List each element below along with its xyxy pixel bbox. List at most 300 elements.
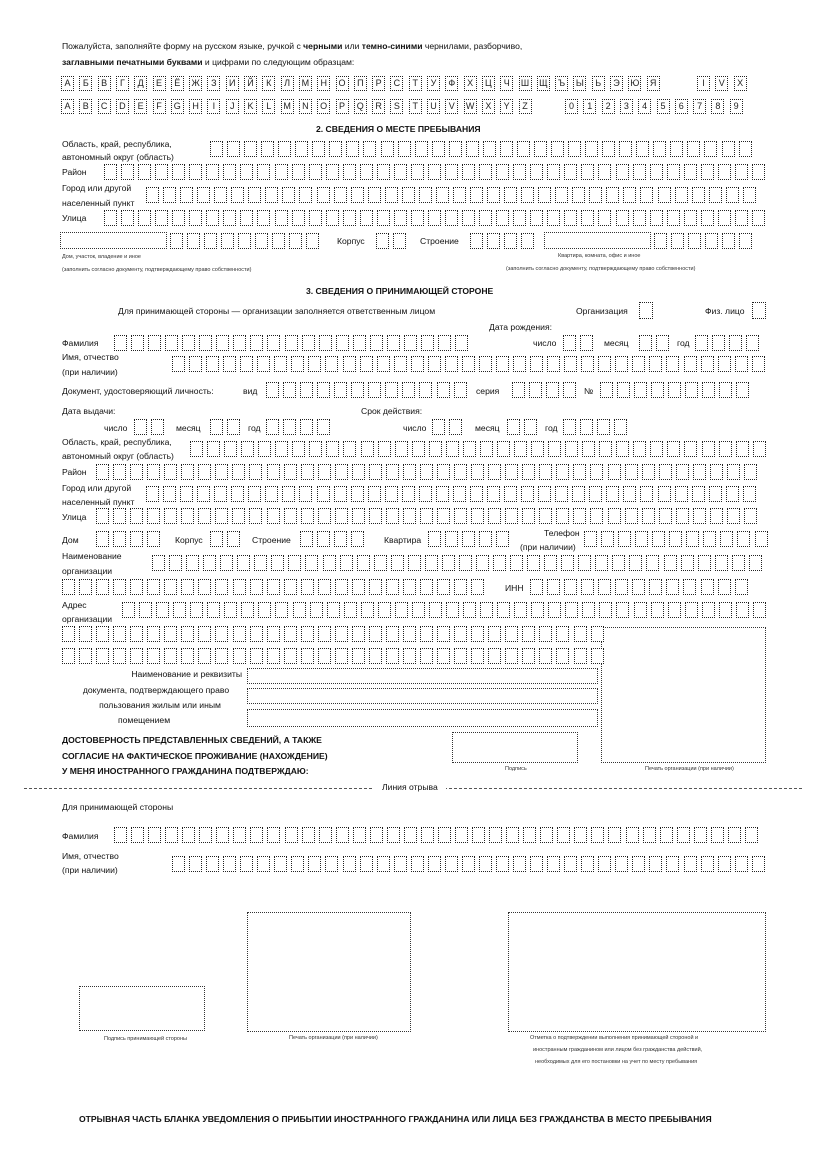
- host-city-cell[interactable]: [470, 486, 483, 502]
- org-addr-cell[interactable]: [190, 602, 203, 618]
- doc-kind-cell[interactable]: [351, 382, 364, 398]
- org-addr-cell[interactable]: [156, 602, 169, 618]
- host-name-cell[interactable]: [547, 356, 560, 372]
- stay-house-extra-cell[interactable]: [170, 233, 183, 249]
- cut-surname-cell[interactable]: [574, 827, 587, 843]
- host-street-cell[interactable]: [744, 508, 757, 524]
- stay-street-cell[interactable]: [462, 210, 475, 226]
- org-addr-3-cell[interactable]: [539, 648, 552, 664]
- stay-district-cell[interactable]: [240, 164, 253, 180]
- host-region-cell[interactable]: [361, 441, 374, 457]
- stay-district-cell[interactable]: [667, 164, 680, 180]
- stay-korpus-cell[interactable]: [393, 233, 406, 249]
- host-phone-cell[interactable]: [601, 531, 614, 547]
- doc-kind-cell[interactable]: [266, 382, 279, 398]
- host-region-cell[interactable]: [309, 441, 322, 457]
- org-name-cell[interactable]: [681, 555, 694, 571]
- host-surname-cell[interactable]: [131, 335, 144, 351]
- issue-year-cell[interactable]: [266, 419, 279, 435]
- stay-region-cell[interactable]: [278, 141, 291, 157]
- org-addr-cell[interactable]: [378, 602, 391, 618]
- cut-surname-cell[interactable]: [370, 827, 383, 843]
- cut-surname-cell[interactable]: [728, 827, 741, 843]
- cut-surname-cell[interactable]: [302, 827, 315, 843]
- host-house-cell[interactable]: [130, 531, 143, 547]
- stay-house-extra-cell[interactable]: [204, 233, 217, 249]
- org-addr-3-cell[interactable]: [522, 648, 535, 664]
- host-apartment-cell[interactable]: [496, 531, 509, 547]
- host-name-cell[interactable]: [223, 356, 236, 372]
- host-region-cell[interactable]: [343, 441, 356, 457]
- org-addr-cell[interactable]: [310, 602, 323, 618]
- host-city-cell[interactable]: [299, 486, 312, 502]
- org-name-cell[interactable]: [220, 555, 233, 571]
- org-addr-2-cell[interactable]: [215, 626, 228, 642]
- stay-region-cell[interactable]: [585, 141, 598, 157]
- org-addr-cell[interactable]: [753, 602, 766, 618]
- stay-street-cell[interactable]: [701, 210, 714, 226]
- cut-name-cell[interactable]: [223, 856, 236, 872]
- host-city-cell[interactable]: [334, 486, 347, 502]
- host-street-cell[interactable]: [113, 508, 126, 524]
- org-addr-cell[interactable]: [139, 602, 152, 618]
- host-street-cell[interactable]: [590, 508, 603, 524]
- cut-surname-cell[interactable]: [540, 827, 553, 843]
- org-addr-2-cell[interactable]: [386, 626, 399, 642]
- host-street-cell[interactable]: [573, 508, 586, 524]
- org-name-2-cell[interactable]: [471, 579, 484, 595]
- org-addr-2-cell[interactable]: [574, 626, 587, 642]
- org-name-2-cell[interactable]: [335, 579, 348, 595]
- org-addr-2-cell[interactable]: [556, 626, 569, 642]
- org-name-2-cell[interactable]: [267, 579, 280, 595]
- host-city-cell[interactable]: [675, 486, 688, 502]
- stay-region-cell[interactable]: [687, 141, 700, 157]
- org-name-cell[interactable]: [152, 555, 165, 571]
- org-name-cell[interactable]: [612, 555, 625, 571]
- host-city-cell[interactable]: [658, 486, 671, 502]
- org-inn-cell[interactable]: [735, 579, 748, 595]
- org-inn-cell[interactable]: [598, 579, 611, 595]
- cut-surname-cell[interactable]: [455, 827, 468, 843]
- doc-kind-cell[interactable]: [368, 382, 381, 398]
- stay-region-cell[interactable]: [295, 141, 308, 157]
- org-addr-cell[interactable]: [224, 602, 237, 618]
- host-name-cell[interactable]: [325, 356, 338, 372]
- host-district-cell[interactable]: [727, 464, 740, 480]
- host-city-cell[interactable]: [282, 486, 295, 502]
- org-addr-2-cell[interactable]: [522, 626, 535, 642]
- stay-region-cell[interactable]: [227, 141, 240, 157]
- stay-region-cell[interactable]: [517, 141, 530, 157]
- stay-region-cell[interactable]: [568, 141, 581, 157]
- stay-district-cell[interactable]: [155, 164, 168, 180]
- cut-surname-cell[interactable]: [131, 827, 144, 843]
- host-street-cell[interactable]: [147, 508, 160, 524]
- org-addr-3-cell[interactable]: [369, 648, 382, 664]
- org-addr-2-cell[interactable]: [488, 626, 501, 642]
- stay-city-cell[interactable]: [470, 187, 483, 203]
- host-name-cell[interactable]: [343, 356, 356, 372]
- host-name-cell[interactable]: [189, 356, 202, 372]
- host-phone-cell[interactable]: [669, 531, 682, 547]
- org-name-cell[interactable]: [646, 555, 659, 571]
- host-district-cell[interactable]: [693, 464, 706, 480]
- cut-name-cell[interactable]: [684, 856, 697, 872]
- org-name-cell[interactable]: [323, 555, 336, 571]
- host-phone-cell[interactable]: [737, 531, 750, 547]
- host-name-cell[interactable]: [257, 356, 270, 372]
- host-street-cell[interactable]: [301, 508, 314, 524]
- stay-city-cell[interactable]: [692, 187, 705, 203]
- host-city-cell[interactable]: [726, 486, 739, 502]
- stay-street-cell[interactable]: [428, 210, 441, 226]
- cut-surname-cell[interactable]: [677, 827, 690, 843]
- stay-street-cell[interactable]: [189, 210, 202, 226]
- host-district-cell[interactable]: [267, 464, 280, 480]
- stay-city-cell[interactable]: [317, 187, 330, 203]
- stay-district-cell[interactable]: [684, 164, 697, 180]
- host-city-cell[interactable]: [385, 486, 398, 502]
- host-district-cell[interactable]: [335, 464, 348, 480]
- host-street-cell[interactable]: [608, 508, 621, 524]
- host-name-cell[interactable]: [684, 356, 697, 372]
- doc-number-cell[interactable]: [685, 382, 698, 398]
- host-street-cell[interactable]: [96, 508, 109, 524]
- org-name-2-cell[interactable]: [147, 579, 160, 595]
- stay-street-cell[interactable]: [104, 210, 117, 226]
- org-addr-cell[interactable]: [327, 602, 340, 618]
- doc-kind-cell[interactable]: [437, 382, 450, 398]
- host-street-cell[interactable]: [369, 508, 382, 524]
- cut-surname-cell[interactable]: [438, 827, 451, 843]
- host-district-cell[interactable]: [522, 464, 535, 480]
- stay-district-cell[interactable]: [360, 164, 373, 180]
- host-name-cell[interactable]: [735, 356, 748, 372]
- stay-city-cell[interactable]: [231, 187, 244, 203]
- org-addr-3-cell[interactable]: [556, 648, 569, 664]
- host-stroenie-cell[interactable]: [351, 531, 364, 547]
- host-apartment-cell[interactable]: [479, 531, 492, 547]
- doc-kind-cell[interactable]: [300, 382, 313, 398]
- org-addr-2-cell[interactable]: [164, 626, 177, 642]
- stay-apartment-extra-cell[interactable]: [739, 233, 752, 249]
- org-addr-cell[interactable]: [293, 602, 306, 618]
- host-street-cell[interactable]: [727, 508, 740, 524]
- stay-street-cell[interactable]: [292, 210, 305, 226]
- cut-name-cell[interactable]: [598, 856, 611, 872]
- host-surname-cell[interactable]: [438, 335, 451, 351]
- stay-street-cell[interactable]: [206, 210, 219, 226]
- cut-surname-cell[interactable]: [336, 827, 349, 843]
- host-district-cell[interactable]: [608, 464, 621, 480]
- host-district-cell[interactable]: [352, 464, 365, 480]
- stay-city-cell[interactable]: [163, 187, 176, 203]
- cut-surname-cell[interactable]: [694, 827, 707, 843]
- host-street-cell[interactable]: [249, 508, 262, 524]
- host-name-cell[interactable]: [274, 356, 287, 372]
- cut-stamp-box[interactable]: [247, 912, 411, 1032]
- host-house-cell[interactable]: [147, 531, 160, 547]
- stay-street-cell[interactable]: [547, 210, 560, 226]
- stay-district-cell[interactable]: [121, 164, 134, 180]
- cut-surname-cell[interactable]: [165, 827, 178, 843]
- stay-city-cell[interactable]: [180, 187, 193, 203]
- cut-name-cell[interactable]: [445, 856, 458, 872]
- stay-district-cell[interactable]: [633, 164, 646, 180]
- birth-year-cell[interactable]: [695, 335, 708, 351]
- host-city-cell[interactable]: [538, 486, 551, 502]
- cut-name-cell[interactable]: [394, 856, 407, 872]
- stay-stroenie-cell[interactable]: [504, 233, 517, 249]
- stay-city-cell[interactable]: [623, 187, 636, 203]
- org-name-2-cell[interactable]: [250, 579, 263, 595]
- stay-region-cell[interactable]: [432, 141, 445, 157]
- valid-day-cell[interactable]: [449, 419, 462, 435]
- host-district-cell[interactable]: [113, 464, 126, 480]
- stay-region-cell[interactable]: [381, 141, 394, 157]
- host-house-cell[interactable]: [96, 531, 109, 547]
- requisites-field-1[interactable]: [247, 668, 598, 684]
- host-name-cell[interactable]: [172, 356, 185, 372]
- org-addr-2-cell[interactable]: [113, 626, 126, 642]
- signature-box[interactable]: [452, 732, 578, 763]
- org-addr-cell[interactable]: [258, 602, 271, 618]
- stay-district-cell[interactable]: [598, 164, 611, 180]
- stay-district-cell[interactable]: [496, 164, 509, 180]
- host-city-cell[interactable]: [368, 486, 381, 502]
- valid-year-cell[interactable]: [597, 419, 610, 435]
- org-addr-2-cell[interactable]: [454, 626, 467, 642]
- org-addr-cell[interactable]: [651, 602, 664, 618]
- org-addr-2-cell[interactable]: [79, 626, 92, 642]
- stay-region-cell[interactable]: [551, 141, 564, 157]
- host-region-cell[interactable]: [258, 441, 271, 457]
- org-name-cell[interactable]: [254, 555, 267, 571]
- cut-surname-cell[interactable]: [660, 827, 673, 843]
- stay-district-cell[interactable]: [445, 164, 458, 180]
- host-name-cell[interactable]: [462, 356, 475, 372]
- stay-street-cell[interactable]: [445, 210, 458, 226]
- host-city-cell[interactable]: [436, 486, 449, 502]
- stay-city-cell[interactable]: [675, 187, 688, 203]
- host-district-cell[interactable]: [301, 464, 314, 480]
- host-apartment-cell[interactable]: [462, 531, 475, 547]
- org-addr-2-cell[interactable]: [335, 626, 348, 642]
- stay-city-cell[interactable]: [589, 187, 602, 203]
- host-city-cell[interactable]: [709, 486, 722, 502]
- org-addr-2-cell[interactable]: [539, 626, 552, 642]
- host-name-cell[interactable]: [291, 356, 304, 372]
- org-addr-2-cell[interactable]: [420, 626, 433, 642]
- host-phone-cell[interactable]: [635, 531, 648, 547]
- org-name-cell[interactable]: [510, 555, 523, 571]
- house-field[interactable]: [60, 232, 167, 249]
- host-city-cell[interactable]: [487, 486, 500, 502]
- org-name-cell[interactable]: [459, 555, 472, 571]
- stay-city-cell[interactable]: [436, 187, 449, 203]
- host-street-cell[interactable]: [556, 508, 569, 524]
- stay-region-cell[interactable]: [722, 141, 735, 157]
- host-city-cell[interactable]: [248, 486, 261, 502]
- org-inn-cell[interactable]: [632, 579, 645, 595]
- cut-name-cell[interactable]: [411, 856, 424, 872]
- host-house-cell[interactable]: [113, 531, 126, 547]
- org-addr-2-cell[interactable]: [437, 626, 450, 642]
- org-addr-cell[interactable]: [446, 602, 459, 618]
- stay-district-cell[interactable]: [326, 164, 339, 180]
- cut-surname-cell[interactable]: [557, 827, 570, 843]
- stay-street-cell[interactable]: [479, 210, 492, 226]
- valid-year-cell[interactable]: [614, 419, 627, 435]
- stay-region-cell[interactable]: [619, 141, 632, 157]
- host-region-cell[interactable]: [582, 441, 595, 457]
- stay-street-cell[interactable]: [240, 210, 253, 226]
- host-region-cell[interactable]: [548, 441, 561, 457]
- org-name-2-cell[interactable]: [62, 579, 75, 595]
- stay-region-cell[interactable]: [602, 141, 615, 157]
- org-name-cell[interactable]: [629, 555, 642, 571]
- doc-number-cell[interactable]: [600, 382, 613, 398]
- cut-surname-cell[interactable]: [387, 827, 400, 843]
- host-district-cell[interactable]: [471, 464, 484, 480]
- stay-region-cell[interactable]: [739, 141, 752, 157]
- cut-name-cell[interactable]: [308, 856, 321, 872]
- host-district-cell[interactable]: [403, 464, 416, 480]
- host-region-cell[interactable]: [412, 441, 425, 457]
- host-surname-cell[interactable]: [233, 335, 246, 351]
- org-addr-cell[interactable]: [207, 602, 220, 618]
- cut-surname-cell[interactable]: [523, 827, 536, 843]
- host-region-cell[interactable]: [190, 441, 203, 457]
- host-district-cell[interactable]: [130, 464, 143, 480]
- org-name-cell[interactable]: [578, 555, 591, 571]
- org-addr-cell[interactable]: [582, 602, 595, 618]
- stay-street-cell[interactable]: [257, 210, 270, 226]
- host-street-cell[interactable]: [437, 508, 450, 524]
- cut-surname-cell[interactable]: [319, 827, 332, 843]
- doc-number-cell[interactable]: [736, 382, 749, 398]
- org-addr-3-cell[interactable]: [505, 648, 518, 664]
- stay-street-cell[interactable]: [496, 210, 509, 226]
- host-name-cell[interactable]: [752, 356, 765, 372]
- stay-street-cell[interactable]: [377, 210, 390, 226]
- org-addr-cell[interactable]: [241, 602, 254, 618]
- stay-region-cell[interactable]: [398, 141, 411, 157]
- org-name-cell[interactable]: [493, 555, 506, 571]
- org-addr-2-cell[interactable]: [233, 626, 246, 642]
- host-region-cell[interactable]: [684, 441, 697, 457]
- stay-district-cell[interactable]: [206, 164, 219, 180]
- org-name-2-cell[interactable]: [301, 579, 314, 595]
- org-name-cell[interactable]: [186, 555, 199, 571]
- person-checkbox[interactable]: [752, 302, 766, 319]
- cut-name-cell[interactable]: [428, 856, 441, 872]
- cut-surname-cell[interactable]: [267, 827, 280, 843]
- org-name-cell[interactable]: [732, 555, 745, 571]
- org-addr-cell[interactable]: [463, 602, 476, 618]
- host-city-cell[interactable]: [351, 486, 364, 502]
- host-city-cell[interactable]: [197, 486, 210, 502]
- host-region-cell[interactable]: [616, 441, 629, 457]
- cut-surname-cell[interactable]: [745, 827, 758, 843]
- doc-number-cell[interactable]: [702, 382, 715, 398]
- org-addr-3-cell[interactable]: [437, 648, 450, 664]
- doc-number-cell[interactable]: [668, 382, 681, 398]
- host-stroenie-cell[interactable]: [300, 531, 313, 547]
- host-district-cell[interactable]: [369, 464, 382, 480]
- host-name-cell[interactable]: [206, 356, 219, 372]
- org-addr-2-cell[interactable]: [250, 626, 263, 642]
- org-addr-2-cell[interactable]: [181, 626, 194, 642]
- cut-name-cell[interactable]: [360, 856, 373, 872]
- host-city-cell[interactable]: [504, 486, 517, 502]
- stay-district-cell[interactable]: [479, 164, 492, 180]
- stay-street-cell[interactable]: [650, 210, 663, 226]
- host-district-cell[interactable]: [539, 464, 552, 480]
- host-name-cell[interactable]: [666, 356, 679, 372]
- stay-street-cell[interactable]: [530, 210, 543, 226]
- org-name-2-cell[interactable]: [403, 579, 416, 595]
- host-name-cell[interactable]: [649, 356, 662, 372]
- org-addr-cell[interactable]: [122, 602, 135, 618]
- valid-month-cell[interactable]: [507, 419, 520, 435]
- doc-number-cell[interactable]: [617, 382, 630, 398]
- cut-name-cell[interactable]: [479, 856, 492, 872]
- stay-district-cell[interactable]: [257, 164, 270, 180]
- org-addr-3-cell[interactable]: [318, 648, 331, 664]
- host-phone-cell[interactable]: [618, 531, 631, 547]
- org-addr-3-cell[interactable]: [352, 648, 365, 664]
- org-addr-cell[interactable]: [736, 602, 749, 618]
- stay-city-cell[interactable]: [334, 187, 347, 203]
- stay-region-cell[interactable]: [704, 141, 717, 157]
- stay-district-cell[interactable]: [138, 164, 151, 180]
- stay-street-cell[interactable]: [309, 210, 322, 226]
- org-inn-cell[interactable]: [718, 579, 731, 595]
- host-city-cell[interactable]: [606, 486, 619, 502]
- cut-name-cell[interactable]: [343, 856, 356, 872]
- org-addr-cell[interactable]: [514, 602, 527, 618]
- birth-day-cell[interactable]: [580, 335, 593, 351]
- host-surname-cell[interactable]: [114, 335, 127, 351]
- stay-city-cell[interactable]: [265, 187, 278, 203]
- org-addr-3-cell[interactable]: [284, 648, 297, 664]
- org-name-2-cell[interactable]: [454, 579, 467, 595]
- host-district-cell[interactable]: [676, 464, 689, 480]
- stay-street-cell[interactable]: [275, 210, 288, 226]
- stay-apartment-extra-cell[interactable]: [688, 233, 701, 249]
- stay-street-cell[interactable]: [513, 210, 526, 226]
- org-name-cell[interactable]: [169, 555, 182, 571]
- cut-name-cell[interactable]: [377, 856, 390, 872]
- host-name-cell[interactable]: [632, 356, 645, 372]
- host-city-cell[interactable]: [419, 486, 432, 502]
- host-street-cell[interactable]: [454, 508, 467, 524]
- birth-year-cell[interactable]: [712, 335, 725, 351]
- org-addr-cell[interactable]: [668, 602, 681, 618]
- stay-region-cell[interactable]: [415, 141, 428, 157]
- stay-region-cell[interactable]: [312, 141, 325, 157]
- host-name-cell[interactable]: [598, 356, 611, 372]
- org-addr-2-cell[interactable]: [96, 626, 109, 642]
- host-city-cell[interactable]: [265, 486, 278, 502]
- org-addr-3-cell[interactable]: [198, 648, 211, 664]
- host-district-cell[interactable]: [488, 464, 501, 480]
- stay-street-cell[interactable]: [223, 210, 236, 226]
- host-district-cell[interactable]: [744, 464, 757, 480]
- cut-surname-cell[interactable]: [591, 827, 604, 843]
